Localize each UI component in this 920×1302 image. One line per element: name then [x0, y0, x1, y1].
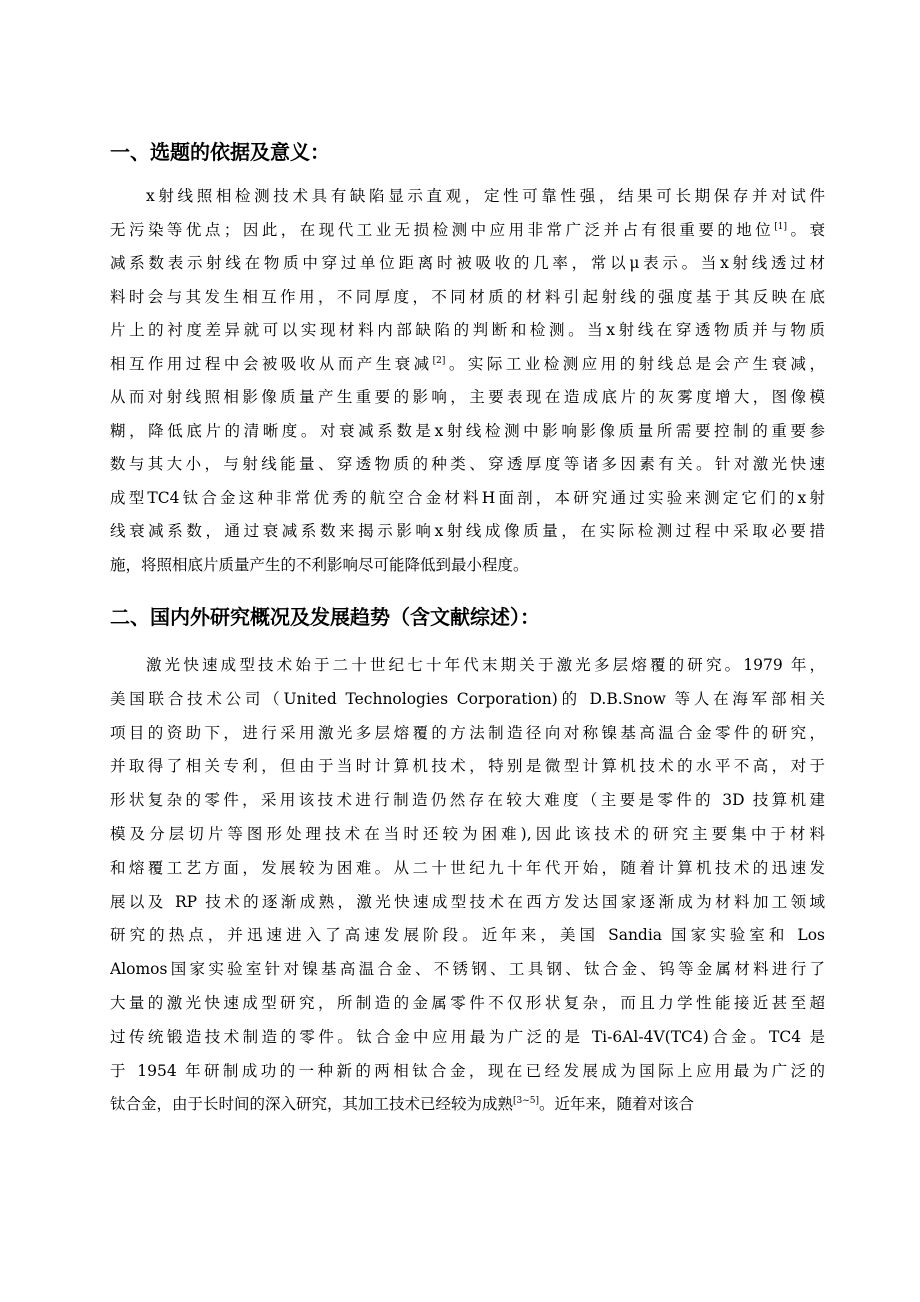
citation-ref[interactable]: [3~5]: [513, 1096, 540, 1107]
text-line: 数与其大小，与射线能量、穿透物质的种类、穿透厚度等诸多因素有关。针对激光快速: [110, 455, 825, 473]
text-line: 和熔覆工艺方面，发展较为困难。从二十世纪九十年代开始，随着计算机技术的迅速发: [110, 858, 825, 877]
text-line: 片上的衬度差异就可以实现材料内部缺陷的判断和检测。当x射线在穿透物质并与物质: [110, 321, 825, 339]
text-line: Alomos国家实验室针对镍基高温合金、不锈钢、工具钢、钛合金、钨等金属材料进行了: [110, 960, 825, 979]
text-line: 施，将照相底片质量产生的不利影响尽可能降低到最小程度。: [110, 555, 529, 574]
text-line: 形状复杂的零件，采用该技术进行制造仍然存在较大难度（主要是零件的 3D 技算机建: [110, 791, 825, 810]
text-line: 研究的热点，并迅速进入了高速发展阶段。近年来，美国 Sandia 国家实验室和 Los: [110, 926, 825, 945]
text-line: 并取得了相关专利，但由于当时计算机技术，特别是微型计算机技术的水平不高，对于: [110, 757, 825, 776]
text-line: 激光快速成型技术始于二十世纪七十年代末期关于激光多层熔覆的研究。1979 年，: [146, 656, 825, 674]
section-heading-research-overview: 二、国内外研究概况及发展趋势（含文献综述）：: [110, 605, 540, 629]
text-line: 美国联合技术公司（United Technologies Corporation)的 D.B.Snow 等人在海军部相关: [110, 689, 825, 708]
text-line: 从而对射线照相影像质量产生重要的影响，主要表现在造成底片的灰雾度增大，图像模: [110, 388, 825, 406]
text-line: 于 1954 年研制成功的一种新的两相钛合金，现在已经发展成为国际上应用最为广泛的: [110, 1061, 825, 1080]
text-line: x射线照相检测技术具有缺陷显示直观，定性可靠性强，结果可长期保存并对试件: [146, 187, 825, 205]
section-heading-basis: 一、选题的依据及意义：: [110, 140, 330, 164]
text-line: 钛合金，由于长时间的深入研究，其加工技术已经较为成熟[3~5]。近年来，随着对该合: [110, 1095, 695, 1114]
text-line: 无污染等优点；因此，在现代工业无损检测中应用非常广泛并占有很重要的地位[1]。衰: [110, 220, 825, 239]
text-line: 料时会与其发生相互作用，不同厚度，不同材质的材料引起射线的强度基于其反映在底: [110, 287, 825, 306]
text-line: 糊，降低底片的清晰度。对衰减系数是x射线检测中影响影像质量所需要控制的重要参: [110, 421, 825, 440]
text-line: 线衰减系数，通过衰减系数来揭示影响x射线成像质量，在实际检测过程中采取必要措: [110, 522, 825, 540]
text-line: 过传统锻造技术制造的零件。钛合金中应用最为广泛的是 Ti-6Al-4V(TC4)合金。TC4 是: [110, 1027, 825, 1046]
paragraph-basis-significance: [110, 180, 825, 582]
text-line: 项目的资助下，进行采用激光多层熔覆的方法制造径向对称镍基高温合金零件的研究，: [110, 723, 825, 742]
citation-ref[interactable]: [1]: [774, 221, 788, 232]
text-line: 大量的激光快速成型研究，所制造的金属零件不仅形状复杂，而且力学性能接近甚至超: [110, 993, 825, 1012]
text-line: 模及分层切片等图形处理技术在当时还较为困难),因此该技术的研究主要集中于材料: [110, 824, 825, 843]
text-line: 相互作用过程中会被吸收从而产生衰减[2]。实际工业检测应用的射线总是会产生衰减，: [110, 354, 825, 373]
text-line: 展以及 RP 技术的逐渐成熟，激光快速成型技术在西方发达国家逐渐成为材料加工领域: [110, 892, 825, 911]
text-line: 减系数表示射线在物质中穿过单位距离时被吸收的几率，常以μ表示。当x射线透过材: [110, 254, 825, 272]
paragraph-research-overview: [110, 649, 825, 1122]
citation-ref[interactable]: [2]: [432, 355, 446, 366]
text-line: 成型TC4钛合金这种非常优秀的航空合金材料H面剖，本研究通过实验来测定它们的x射: [110, 488, 825, 507]
